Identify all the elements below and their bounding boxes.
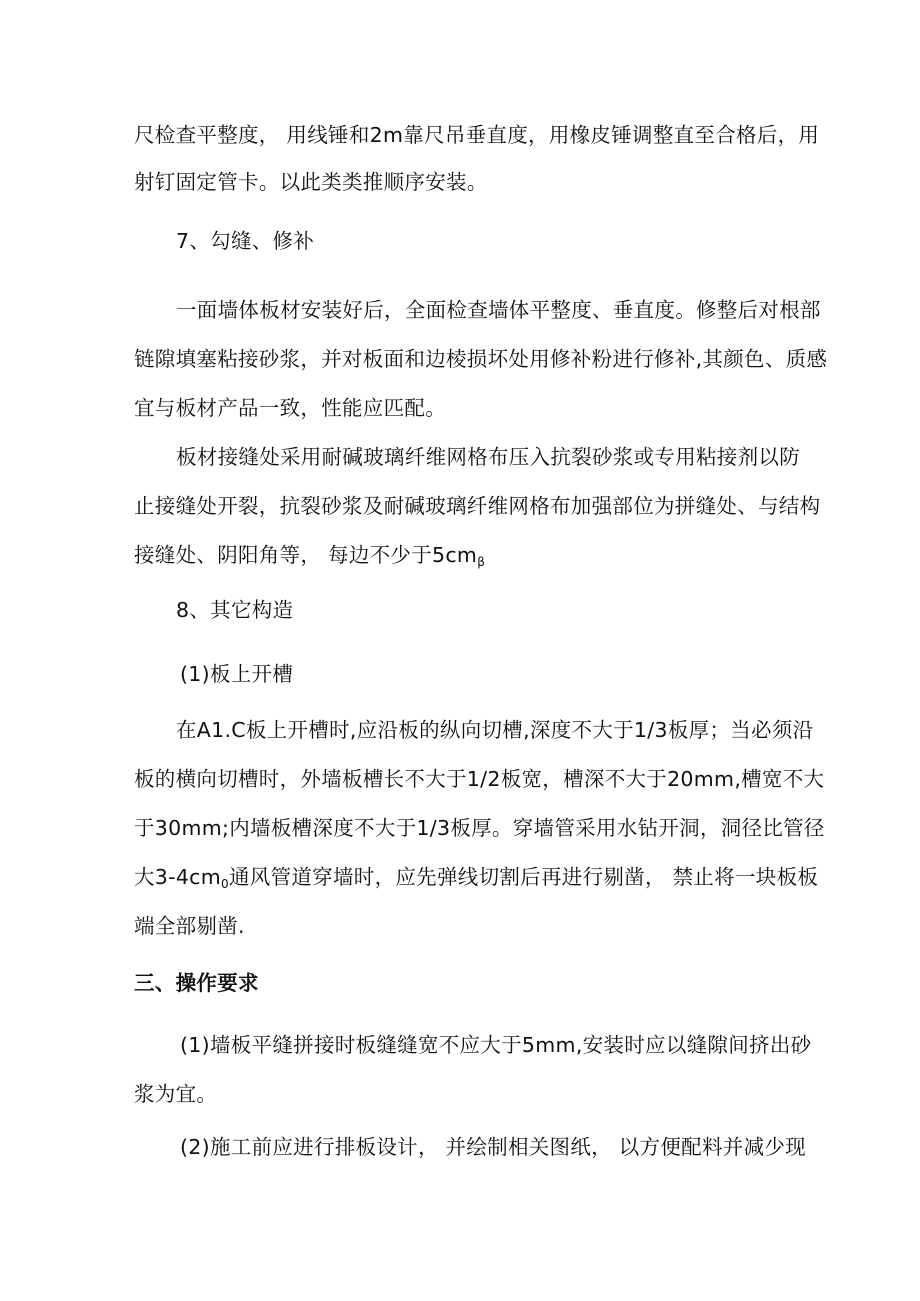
paragraph-line-13: 端全部剔凿.	[134, 914, 245, 938]
paragraph-line-5: 宜与板材产品一致，性能应匹配。	[134, 396, 446, 420]
paragraph-line-10: 板的横向切槽时，外墙板槽长不大于1/2板宽，槽深不大于20mm,槽宽不大	[134, 767, 825, 791]
subsection-heading-1: (1)板上开槽	[180, 662, 294, 686]
paragraph-line-16: (2)施工前应进行排板设计， 并绘制相关图纸， 以方便配料并减少现	[180, 1135, 806, 1159]
section-heading-7: 7、勾缝、修补	[176, 229, 315, 253]
subscript-beta: β	[477, 555, 486, 569]
paragraph-line-8	[134, 543, 485, 574]
paragraph-line-12-end: 通风管道穿墙时，应先弹线切割后再进行剔凿， 禁止将一块板板	[228, 865, 819, 889]
paragraph-line-7: 止接缝处开裂，抗裂砂浆及耐碱玻璃纤维网格布加强部位为拼缝处、与结构	[134, 494, 821, 518]
paragraph-line-2: 射钉固定管卡。以此类类推顺序安装。	[134, 170, 488, 194]
paragraph-line-3: 一面墙体板材安装好后，全面检查墙体平整度、垂直度。修整后对根部	[176, 298, 821, 322]
paragraph-line-15: 浆为宜。	[134, 1082, 218, 1106]
section-heading-8: 8、其它构造	[176, 598, 294, 622]
paragraph-line-6: 板材接缝处采用耐碱玻璃纤维网格布压入抗裂砂浆或专用粘接剂以防	[176, 445, 800, 469]
section-heading-3: 三、操作要求	[134, 971, 259, 995]
paragraph-line-12	[134, 865, 818, 896]
paragraph-line-12-start: 大3-4cm	[134, 865, 222, 889]
paragraph-line-9: 在A1.C板上开槽时,应沿板的纵向切槽,深度不大于1/3板厚；当必须沿	[176, 718, 814, 742]
paragraph-line-4: 链隙填塞粘接砂浆，并对板面和边棱损坏处用修补粉进行修补,其颜色、质感	[134, 347, 828, 371]
subscript-zero: 0	[221, 877, 229, 891]
paragraph-line-11: 于30mm;内墙板槽深度不大于1/3板厚。穿墙管采用水钻开洞，洞径比管径	[134, 816, 825, 840]
paragraph-line-8-text: 接缝处、阴阳角等， 每边不少于5cm	[134, 543, 478, 567]
paragraph-line-14: (1)墙板平缝拼接时板缝缝宽不应大于5mm,安装时应以缝隙间挤出砂	[180, 1033, 812, 1057]
paragraph-line-1: 尺检查平整度， 用线锤和2m靠尺吊垂直度，用橡皮锤调整直至合格后，用	[134, 123, 820, 147]
